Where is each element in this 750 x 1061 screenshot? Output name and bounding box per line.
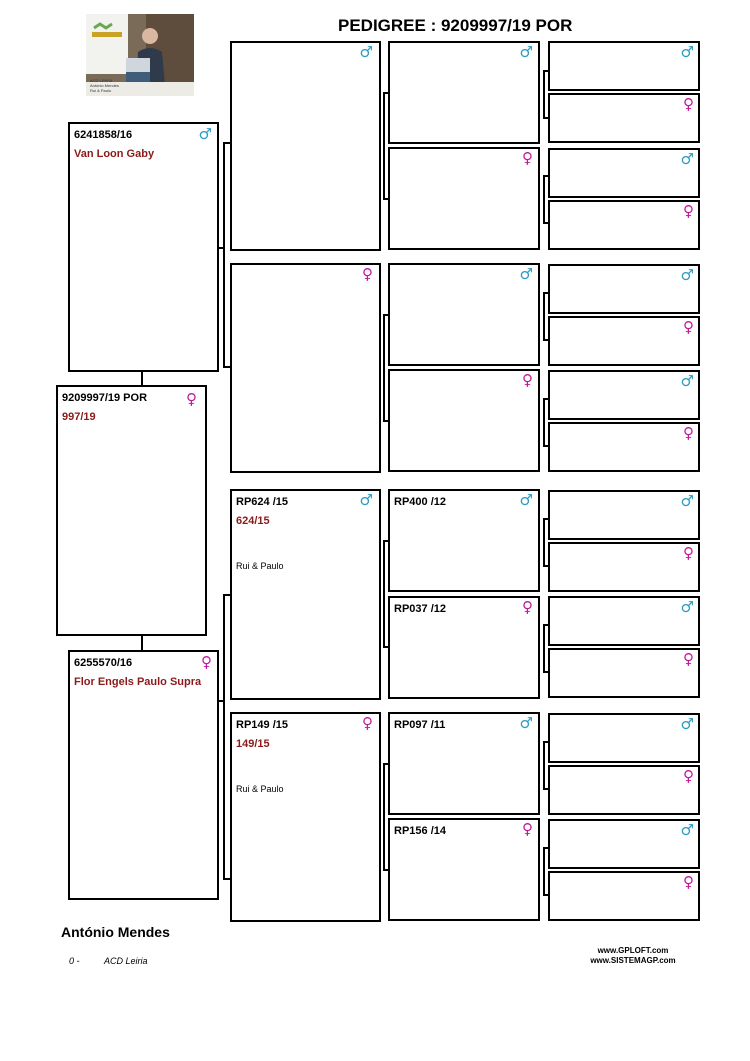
great-grandparent-card[interactable] <box>388 818 540 921</box>
great-grandparent-ring: RP156 /14 <box>394 825 446 837</box>
website-link[interactable]: www.GPLOFT.com <box>597 946 669 955</box>
connector-line <box>543 565 548 567</box>
male-icon: ♂ <box>519 43 533 61</box>
gen5-card[interactable] <box>548 490 700 540</box>
photo-caption <box>90 78 119 93</box>
connector-line <box>383 92 388 94</box>
connector-line <box>383 763 388 765</box>
male-icon: ♂ <box>680 150 694 168</box>
gen5-card[interactable] <box>548 871 700 921</box>
grandparent-card[interactable] <box>230 712 381 922</box>
gen5-card[interactable] <box>548 765 700 815</box>
grandparent-name: 624/15 <box>236 515 270 527</box>
breeder-number: 0 - <box>69 956 80 966</box>
photo-caption-line: António Mendes <box>90 83 119 88</box>
website-links <box>590 946 676 966</box>
connector-line <box>543 222 548 224</box>
dam-ring: 6255570/16 <box>74 657 133 669</box>
great-grandparent-card[interactable] <box>388 263 540 366</box>
male-icon: ♂ <box>519 714 533 732</box>
connector-line <box>383 420 388 422</box>
male-icon: ♂ <box>519 491 533 509</box>
connector-line <box>219 247 223 249</box>
gen5-card[interactable] <box>548 41 700 91</box>
connector-line <box>543 398 548 400</box>
photo-caption-line: Rui & Paulo <box>90 88 112 93</box>
photo-caption-line: ACD LEIRIA <box>90 78 113 83</box>
great-grandparent-card[interactable] <box>388 369 540 472</box>
male-icon: ♂ <box>680 715 694 733</box>
connector-line <box>543 624 545 672</box>
grandparent-owner: Rui & Paulo <box>236 784 284 794</box>
grandparent-card[interactable] <box>230 263 381 473</box>
connector-line <box>383 869 388 871</box>
gen5-card[interactable] <box>548 316 700 366</box>
female-icon: ♀ <box>683 873 694 891</box>
connector-line <box>543 117 548 119</box>
female-icon: ♀ <box>683 95 694 113</box>
great-grandparent-card[interactable] <box>388 489 540 592</box>
grandparent-card[interactable] <box>230 41 381 251</box>
connector-line <box>223 142 230 144</box>
female-icon: ♀ <box>362 714 373 732</box>
gen5-card[interactable] <box>548 713 700 763</box>
connector-line <box>543 741 548 743</box>
connector-line <box>223 594 230 596</box>
male-icon: ♂ <box>680 821 694 839</box>
gen5-card[interactable] <box>548 596 700 646</box>
gen5-card[interactable] <box>548 264 700 314</box>
dam-card[interactable] <box>68 650 219 900</box>
pedigree-title: PEDIGREE : 9209997/19 POR <box>338 16 573 35</box>
grandparent-owner: Rui & Paulo <box>236 561 284 571</box>
female-icon: ♀ <box>683 650 694 668</box>
grandparent-ring: RP149 /15 <box>236 719 288 731</box>
connector-line <box>543 671 548 673</box>
connector-line <box>543 398 545 446</box>
connector-line <box>543 518 548 520</box>
connector-line <box>223 142 225 367</box>
female-icon: ♀ <box>683 202 694 220</box>
male-icon: ♂ <box>519 265 533 283</box>
connector-line <box>543 847 545 895</box>
connector-line <box>543 292 548 294</box>
connector-line <box>543 741 545 789</box>
male-icon: ♂ <box>680 43 694 61</box>
female-icon: ♀ <box>683 424 694 442</box>
male-icon: ♂ <box>680 266 694 284</box>
male-icon: ♂ <box>359 491 373 509</box>
connector-line <box>543 894 548 896</box>
connector-line <box>141 372 143 385</box>
owner-photo <box>86 14 194 96</box>
subject-card[interactable] <box>56 385 207 636</box>
connector-line <box>223 594 225 879</box>
sire-ring: 6241858/16 <box>74 129 133 141</box>
grandparent-card[interactable] <box>230 489 381 700</box>
gen5-card[interactable] <box>548 819 700 869</box>
male-icon: ♂ <box>680 598 694 616</box>
female-icon: ♀ <box>683 544 694 562</box>
subject-ring: 9209997/19 POR <box>62 392 148 404</box>
great-grandparent-ring: RP400 /12 <box>394 496 446 508</box>
connector-line <box>383 540 385 648</box>
great-grandparent-ring: RP037 /12 <box>394 603 446 615</box>
connector-line <box>543 339 548 341</box>
connector-line <box>543 624 548 626</box>
male-icon: ♂ <box>359 43 373 61</box>
female-icon: ♀ <box>522 371 533 389</box>
connector-line <box>543 445 548 447</box>
connector-line <box>543 70 548 72</box>
male-icon: ♂ <box>680 372 694 390</box>
gen5-card[interactable] <box>548 148 700 198</box>
connector-line <box>543 518 545 566</box>
dam-name: Flor Engels Paulo Supra <box>74 676 202 688</box>
great-grandparent-card[interactable] <box>388 147 540 250</box>
gen5-card[interactable] <box>548 370 700 420</box>
grandparent-ring: RP624 /15 <box>236 496 288 508</box>
grandparent-name: 149/15 <box>236 738 270 750</box>
great-grandparent-ring: RP097 /11 <box>394 719 446 731</box>
breeder-name: António Mendes <box>61 924 170 940</box>
great-grandparent-card[interactable] <box>388 712 540 815</box>
gen5-card[interactable] <box>548 542 700 592</box>
subject-name: 997/19 <box>62 411 96 423</box>
connector-line <box>219 700 223 702</box>
connector-line <box>543 175 545 223</box>
connector-line <box>223 878 230 880</box>
connector-line <box>543 70 545 118</box>
sire-name: Van Loon Gaby <box>74 148 155 160</box>
female-icon: ♀ <box>683 318 694 336</box>
gen5-card[interactable] <box>548 422 700 472</box>
connector-line <box>383 763 385 870</box>
connector-line <box>141 636 143 650</box>
female-icon: ♀ <box>522 820 533 838</box>
female-icon: ♀ <box>362 265 373 283</box>
gen5-card[interactable] <box>548 93 700 143</box>
connector-line <box>383 314 385 421</box>
website-link[interactable]: www.SISTEMAGP.com <box>590 956 676 965</box>
great-grandparent-card[interactable] <box>388 596 540 699</box>
female-icon: ♀ <box>201 653 212 671</box>
connector-line <box>383 314 388 316</box>
female-icon: ♀ <box>186 390 197 408</box>
connector-line <box>383 198 388 200</box>
sire-card[interactable] <box>68 122 219 372</box>
connector-line <box>383 540 388 542</box>
gen5-card[interactable] <box>548 200 700 250</box>
connector-line <box>383 646 388 648</box>
connector-line <box>543 847 548 849</box>
female-icon: ♀ <box>522 149 533 167</box>
connector-line <box>543 788 548 790</box>
gen5-card[interactable] <box>548 648 700 698</box>
female-icon: ♀ <box>683 767 694 785</box>
connector-line <box>543 175 548 177</box>
connector-line <box>543 292 545 340</box>
connector-line <box>223 366 230 368</box>
female-icon: ♀ <box>522 598 533 616</box>
male-icon: ♂ <box>680 492 694 510</box>
connector-line <box>383 92 385 200</box>
club-name: ACD Leiria <box>104 956 148 966</box>
male-icon: ♂ <box>198 125 212 143</box>
great-grandparent-card[interactable] <box>388 41 540 144</box>
